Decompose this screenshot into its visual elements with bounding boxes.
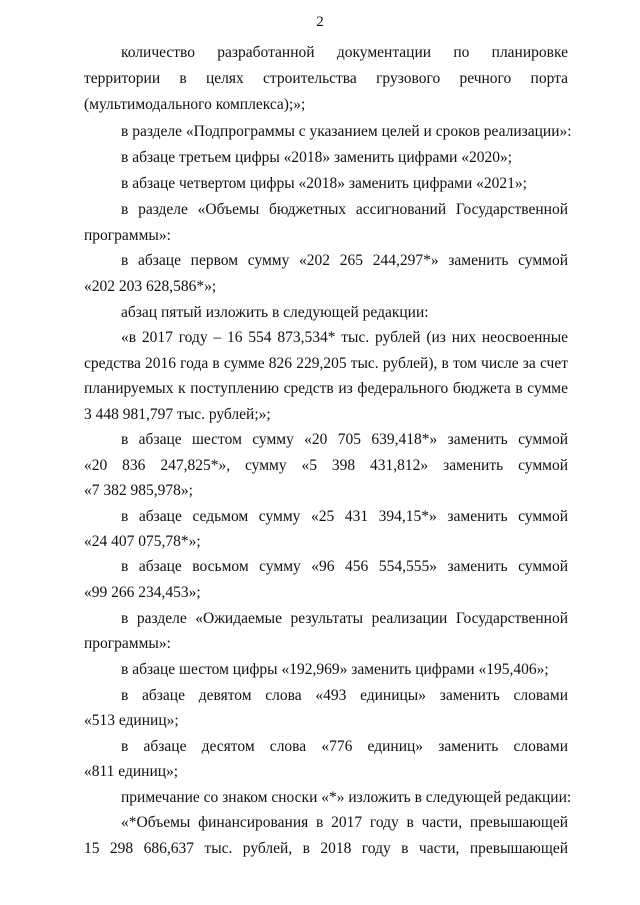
text-line: «*Объемы финансирования в 2017 году в части, превышающей	[121, 814, 568, 831]
text-line: «811 единиц»;	[84, 763, 179, 780]
text-line: программы»:	[84, 635, 171, 652]
text-line: в абзаце третьем цифры «2018» заменить цифрами «2020»;	[121, 149, 513, 166]
text-line: в разделе «Ожидаемые результаты реализации Государственной	[121, 610, 568, 627]
text-line: в абзаце седьмом сумму «25 431 394,15*» заменить суммой	[121, 508, 568, 525]
text-line: средства 2016 года в сумме 826 229,205 тыс. рублей), в том числе за счет	[84, 355, 568, 372]
text-line: «24 407 075,78*»;	[84, 533, 201, 550]
text-line: в абзаце четвертом цифры «2018» заменить цифрами «2021»;	[121, 175, 527, 192]
text-line: в абзаце шестом цифры «192,969» заменить цифрами «195,406»;	[121, 661, 549, 678]
text-line: «202 203 628,586*»;	[84, 278, 217, 295]
text-line: «513 единиц»;	[84, 712, 179, 729]
text-line: количество разработанной документации по планировке	[121, 44, 568, 61]
text-line: в разделе «Подпрограммы с указанием целей и сроков реализации»:	[121, 123, 572, 140]
text-line: в абзаце восьмом сумму «96 456 554,555» заменить суммой	[121, 558, 568, 575]
text-line: (мультимодального комплекса);»;	[84, 96, 306, 113]
text-line: абзац пятый изложить в следующей редакции:	[121, 304, 429, 321]
text-line: в абзаце первом сумму «202 265 244,297*» заменить суммой	[121, 252, 568, 269]
text-line: примечание со знаком сноски «*» изложить в следующей редакции:	[121, 789, 572, 806]
text-line: территории в целях строительства грузового речного порта	[84, 70, 568, 87]
text-line: 3 448 981,797 тыс. рублей;»;	[84, 406, 271, 423]
text-line: в абзаце десятом слова «776 единиц» заменить словами	[121, 738, 568, 755]
text-line: «7 382 985,978»;	[84, 482, 193, 499]
text-line: «99 266 234,453»;	[84, 584, 201, 601]
text-line: программы»:	[84, 227, 171, 244]
text-line: «в 2017 году – 16 554 873,534* тыс. рублей (из них неосвоенные	[121, 329, 568, 346]
text-line: 15 298 686,637 тыс. рублей, в 2018 году в части, превышающей	[84, 840, 568, 857]
page-number: 2	[316, 14, 324, 30]
text-line: в абзаце девятом слова «493 единицы» заменить словами	[121, 687, 568, 704]
text-line: планируемых к поступлению средств из федерального бюджета в сумме	[84, 380, 568, 397]
text-line: в разделе «Объемы бюджетных ассигнований Государственной	[121, 201, 568, 218]
text-line: в абзаце шестом сумму «20 705 639,418*» заменить суммой	[121, 431, 568, 448]
text-line: «20 836 247,825*», сумму «5 398 431,812» заменить суммой	[84, 457, 568, 474]
